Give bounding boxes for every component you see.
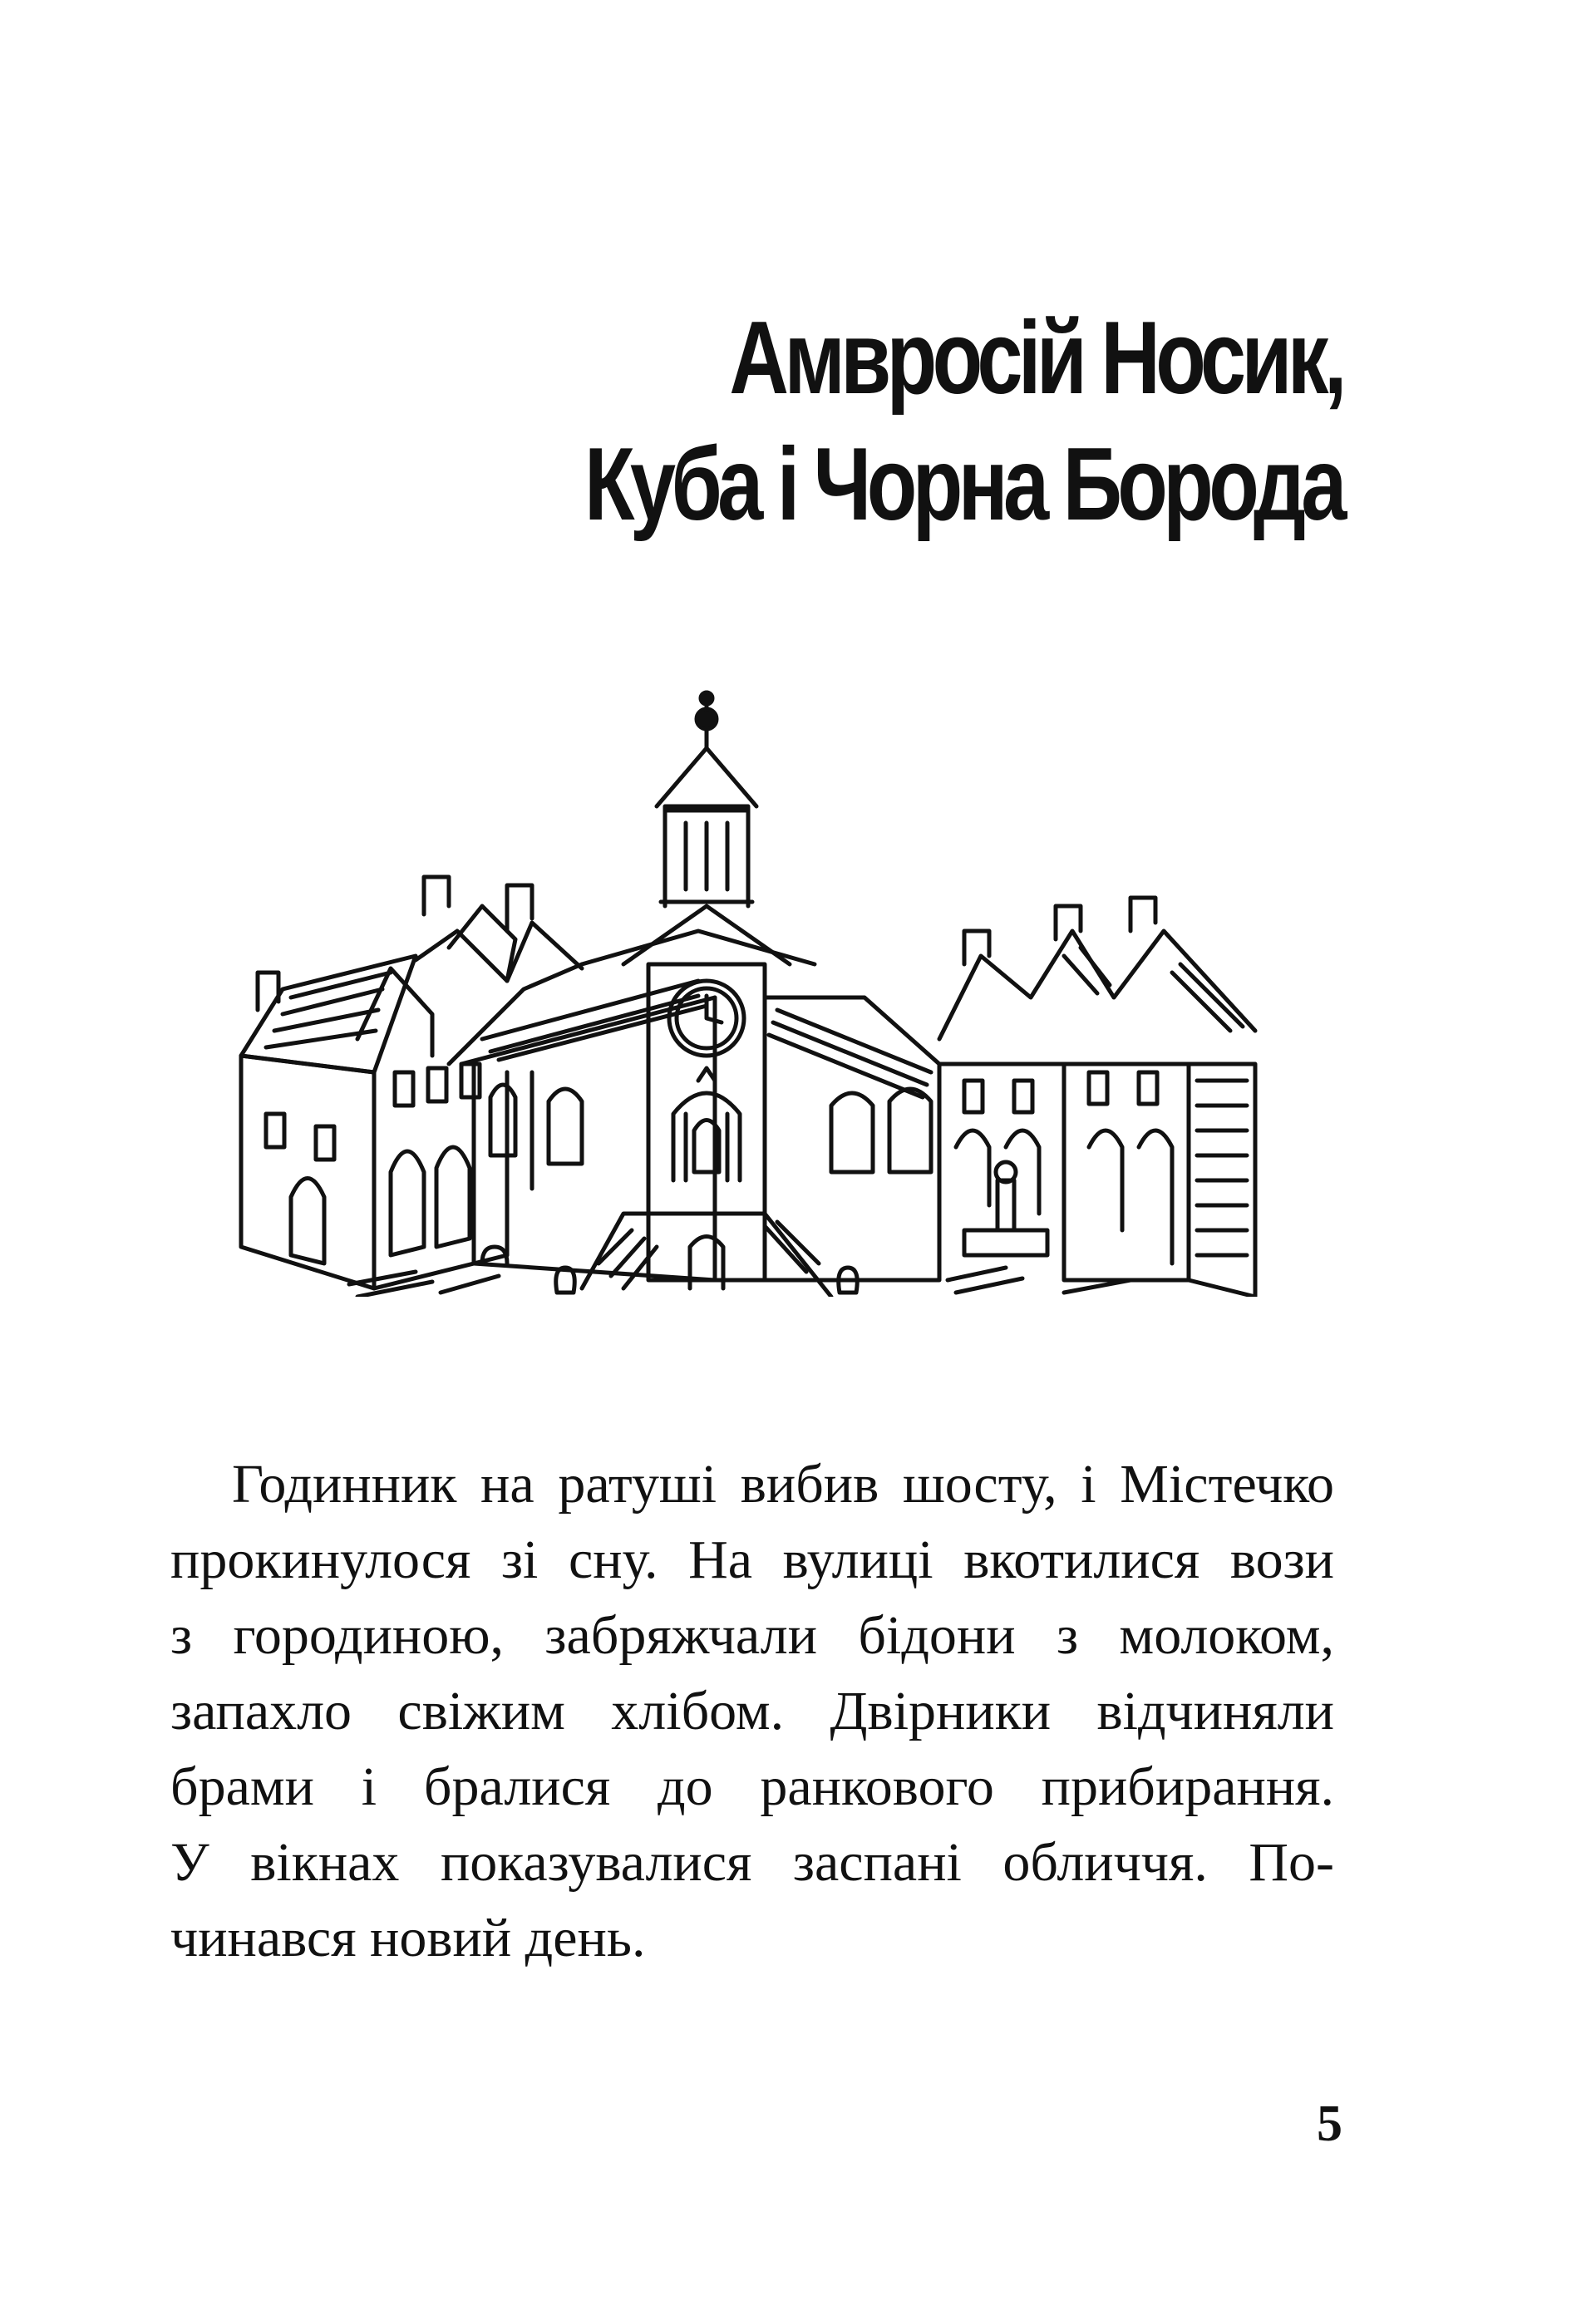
paragraph-line: з городиною, забряжчали бідони з молоком, (170, 1605, 1334, 1666)
clock-icon (669, 981, 744, 1056)
chapter-title-line: Амвросій Носик, (729, 301, 1342, 416)
paragraph-line: брами і бралися до ранкового прибирання. (170, 1756, 1334, 1817)
chapter-title (584, 295, 1342, 548)
chapter-title-line: Куба і Чорна Борода (584, 427, 1342, 542)
paragraph-line: запахло свіжим хлібом. Двірники відчиняли (170, 1681, 1334, 1741)
body-paragraph (170, 1446, 1334, 1976)
paragraph-line: прокинулося зі сну. На вулиці вкотилися вози (170, 1529, 1334, 1590)
paragraph-line: чинався новий день. (170, 1908, 646, 1968)
paragraph-line: Годинник на ратуші вибив шосту, і Містечко (232, 1454, 1334, 1515)
town-square-illustration (233, 682, 1305, 1297)
paragraph-line: У вікнах показувалися заспані обличчя. По- (170, 1832, 1334, 1893)
page-number: 5 (1317, 2096, 1342, 2152)
